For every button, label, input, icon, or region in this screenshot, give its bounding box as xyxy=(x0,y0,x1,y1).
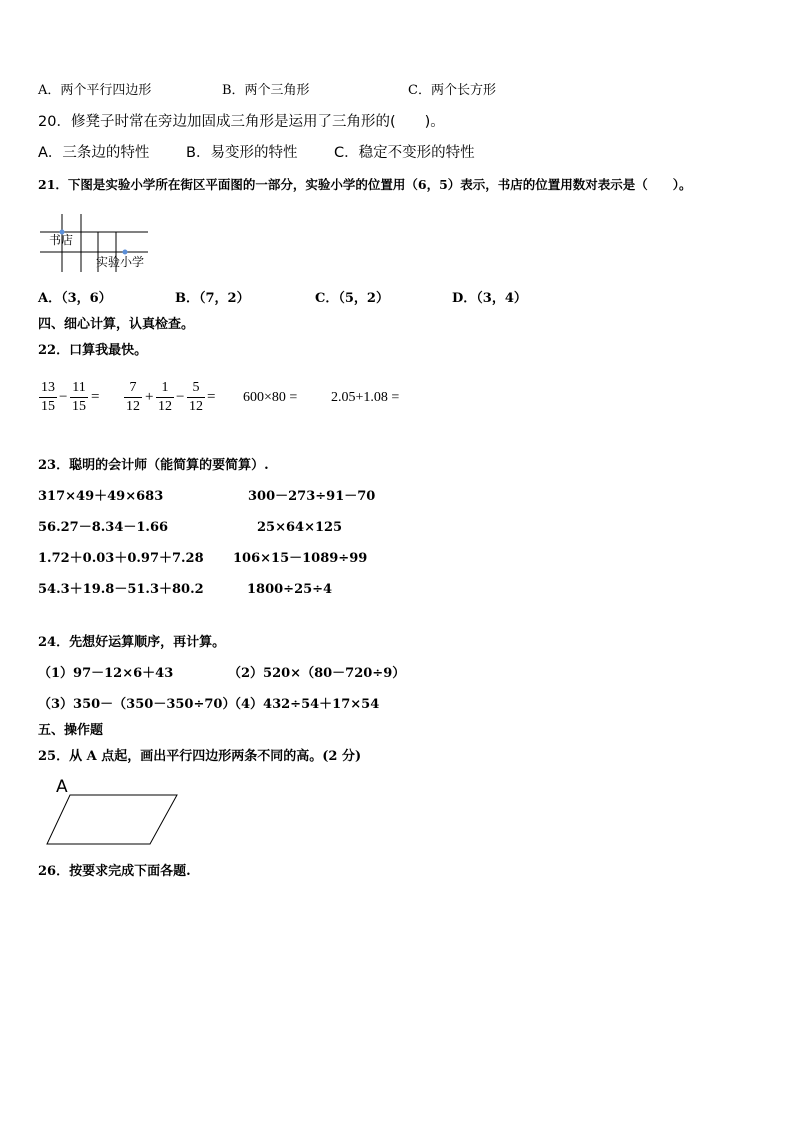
minus-sign-2: − xyxy=(176,389,185,405)
q24-item-1: （1）97－12×6＋43 xyxy=(38,666,174,681)
parallelogram-shape xyxy=(47,795,177,844)
fraction-11-15: 11 15 xyxy=(72,380,86,414)
q21-option-a: A．（3，6） xyxy=(38,291,112,306)
equals-sign-2: = xyxy=(207,389,216,405)
q24-item-4: （4）432÷54＋17×54 xyxy=(228,697,380,712)
q21-option-b: B．（7，2） xyxy=(175,291,250,306)
section-5-title: 五、操作题 xyxy=(38,723,104,738)
point-a-label: A xyxy=(56,777,68,797)
fraction-7-12: 7 12 xyxy=(126,380,140,414)
parallelogram-figure xyxy=(44,774,184,850)
q19-option-a: A．两个平行四边形 xyxy=(38,83,152,98)
q20-option-b: B．易变形的特性 xyxy=(186,145,298,161)
expr-600x80: 600×80 = xyxy=(243,390,298,405)
q26-stem: 26．按要求完成下面各题. xyxy=(38,864,191,879)
q23-item-6: 106×15－1089÷99 xyxy=(233,551,368,566)
q21-option-d: D．（3，4） xyxy=(452,291,527,306)
minus-sign: − xyxy=(59,389,68,405)
q19-option-b: B．两个三角形 xyxy=(222,83,310,98)
q23-stem: 23．聪明的会计师（能简算的要简算）. xyxy=(38,458,269,473)
street-map xyxy=(38,210,168,276)
equals-sign: = xyxy=(91,389,100,405)
fraction-13-15: 13 15 xyxy=(41,380,55,414)
q24-item-2: （2）520×（80－720÷9） xyxy=(228,666,406,681)
school-label: 实验小学 xyxy=(96,255,145,269)
q24-stem: 24．先想好运算顺序，再计算。 xyxy=(38,635,226,650)
q23-item-3: 56.27－8.34－1.66 xyxy=(38,520,169,535)
expr-2.05+1.08: 2.05+1.08 = xyxy=(331,390,400,405)
q19-option-c: C．两个长方形 xyxy=(408,83,496,98)
q23-item-2: 300－273÷91－70 xyxy=(248,489,376,504)
q21-option-c: C．（5，2） xyxy=(315,291,389,306)
q20-option-c: C．稳定不变形的特性 xyxy=(334,145,475,161)
q25-stem: 25．从 A 点起，画出平行四边形两条不同的高。(2 分) xyxy=(38,749,362,764)
shop-label: 书店 xyxy=(49,233,74,247)
q24-item-3: （3）350－（350－350÷70） xyxy=(38,697,236,712)
section-4-title: 四、细心计算，认真检查。 xyxy=(38,317,195,332)
plus-sign: + xyxy=(145,389,154,405)
q20-option-a: A．三条边的特性 xyxy=(38,145,150,161)
school-point xyxy=(123,250,128,255)
q23-item-1: 317×49＋49×683 xyxy=(38,489,164,504)
q23-item-7: 54.3＋19.8－51.3＋80.2 xyxy=(38,582,204,597)
q21-stem: 21．下图是实验小学所在街区平面图的一部分，实验小学的位置用（6，5）表示，书店的位置用数对表示是（ ）。 xyxy=(38,177,692,192)
q20-stem: 20．修凳子时常在旁边加固成三角形是运用了三角形的( )。 xyxy=(38,114,445,130)
fraction-1-12: 1 12 xyxy=(158,380,172,414)
q22-stem: 22．口算我最快。 xyxy=(38,343,148,358)
q23-item-8: 1800÷25÷4 xyxy=(247,582,333,597)
q23-item-5: 1.72＋0.03＋0.97＋7.28 xyxy=(38,551,204,566)
q23-item-4: 25×64×125 xyxy=(257,520,343,535)
fraction-5-12: 5 12 xyxy=(189,380,203,414)
